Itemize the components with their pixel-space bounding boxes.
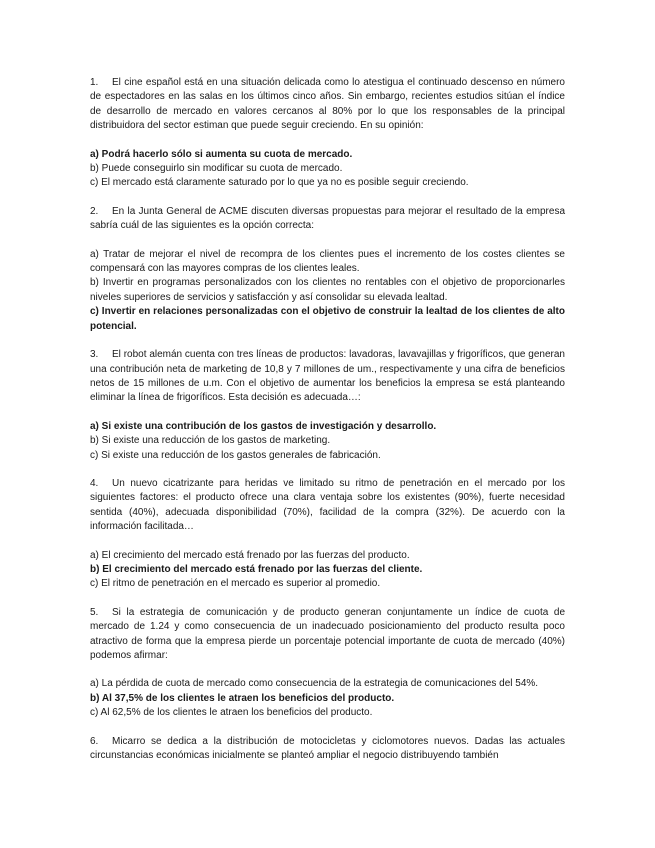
question-1 [90, 76, 565, 191]
question-2 [90, 205, 565, 334]
question-text [90, 76, 565, 134]
question-4 [90, 477, 565, 592]
answer-option: a) La pérdida de cuota de mercado como consecuencia de la estrategia de comunicaciones del 54%. [90, 678, 539, 690]
question-body: El robot alemán cuenta con tres líneas de productos: lavadoras, lavavajillas y frigoríficos, que generan una contribución neta de marketing de 10,8 y 7 millones de um., respectivamente y una cifra de beneficios netos de 15 millones de u.m. Con el objetivo de aumentar los beneficios la empresa se está planteando eliminar la línea de frigoríficos. Esta decisión es adecuada…: [90, 349, 565, 404]
answer-option: b) Al 37,5% de los clientes le atraen los beneficios del producto. [90, 692, 395, 704]
answer-option: c) Invertir en relaciones personalizadas con el objetivo de construir la lealtad de los clientes de alto potencial. [90, 306, 565, 332]
answer-option: a) El crecimiento del mercado está frenado por las fuerzas del producto. [90, 549, 410, 561]
answer-option: a) Podrá hacerlo sólo si aumenta su cuota de mercado. [90, 148, 353, 160]
question-number: 4. [90, 477, 99, 489]
question-body: Si la estrategia de comunicación y de producto generan conjuntamente un índice de cuota de mercado de 1.24 y como consecuencia de un inadecuado posicionamiento del producto resulta poco atractivo de forma que la empresa pierde un porcentaje potencial importante de cuota de mercado (40%) podemos afirmar: [90, 606, 565, 661]
answer-option: c) El ritmo de penetración en el mercado es superior al promedio. [90, 578, 381, 590]
answer-option: c) El mercado está claramente saturado por lo que ya no es posible seguir creciendo. [90, 177, 469, 189]
answer-option: b) Invertir en programas personalizados con los clientes no rentables con el objetivo de proporcionarles niveles superiores de servicios y satisfacción y así consolidar su elevada lealtad. [90, 277, 565, 303]
question-text [90, 735, 565, 764]
answer-option: c) Si existe una reducción de los gastos generales de fabricación. [90, 449, 381, 461]
question-text [90, 348, 565, 406]
question-body: El cine español está en una situación delicada como lo atestigua el continuado descenso en número de espectadores en las salas en los últimos cinco años. Sin embargo, recientes estudios sitúan el índice de desarrollo de mercado en valores cercanos al 80% por lo que los responsables de la principal distribuidora del sector estiman que puede seguir creciendo. En su opinión: [90, 77, 565, 132]
answer-option: b) El crecimiento del mercado está frenado por las fuerzas del cliente. [90, 563, 423, 575]
question-3 [90, 348, 565, 463]
question-5 [90, 606, 565, 721]
question-body: En la Junta General de ACME discuten diversas propuestas para mejorar el resultado de la empresa sabría cuál de las siguientes es la opción correcta: [90, 205, 565, 232]
question-text [90, 205, 565, 234]
answer-option: a) Si existe una contribución de los gastos de investigación y desarrollo. [90, 420, 437, 432]
question-number: 2. [90, 205, 99, 217]
question-body: Un nuevo cicatrizante para heridas ve limitado su ritmo de penetración en el mercado por los siguientes factores: el producto ofrece una clara ventaja sobre los existentes (90%), fuerte necesidad sentida (40%), adecuada disponibilidad (70%), facilidad de la compra (32%). De acuerdo con la información facilitada… [90, 477, 565, 533]
answer-option: b) Puede conseguirlo sin modificar su cuota de mercado. [90, 163, 343, 175]
question-text [90, 477, 565, 535]
question-text [90, 606, 565, 664]
question-number: 6. [90, 735, 99, 747]
question-number: 5. [90, 606, 99, 618]
answer-option: a) Tratar de mejorar el nivel de recompra de los clientes pues el incremento de los costes clientes se compensará con las mayores compras de los clientes leales. [90, 248, 565, 275]
question-6 [90, 735, 565, 764]
question-number: 3. [90, 349, 99, 361]
answer-option: c) Al 62,5% de los clientes le atraen los beneficios del producto. [90, 707, 373, 719]
question-number: 1. [90, 77, 99, 88]
answer-option: b) Si existe una reducción de los gastos de marketing. [90, 435, 331, 447]
question-body: Micarro se dedica a la distribución de motocicletas y ciclomotores nuevos. Dadas las actuales circunstancias económicas inicialmente se planteó ampliar el negocio distribuyendo también [90, 735, 565, 762]
